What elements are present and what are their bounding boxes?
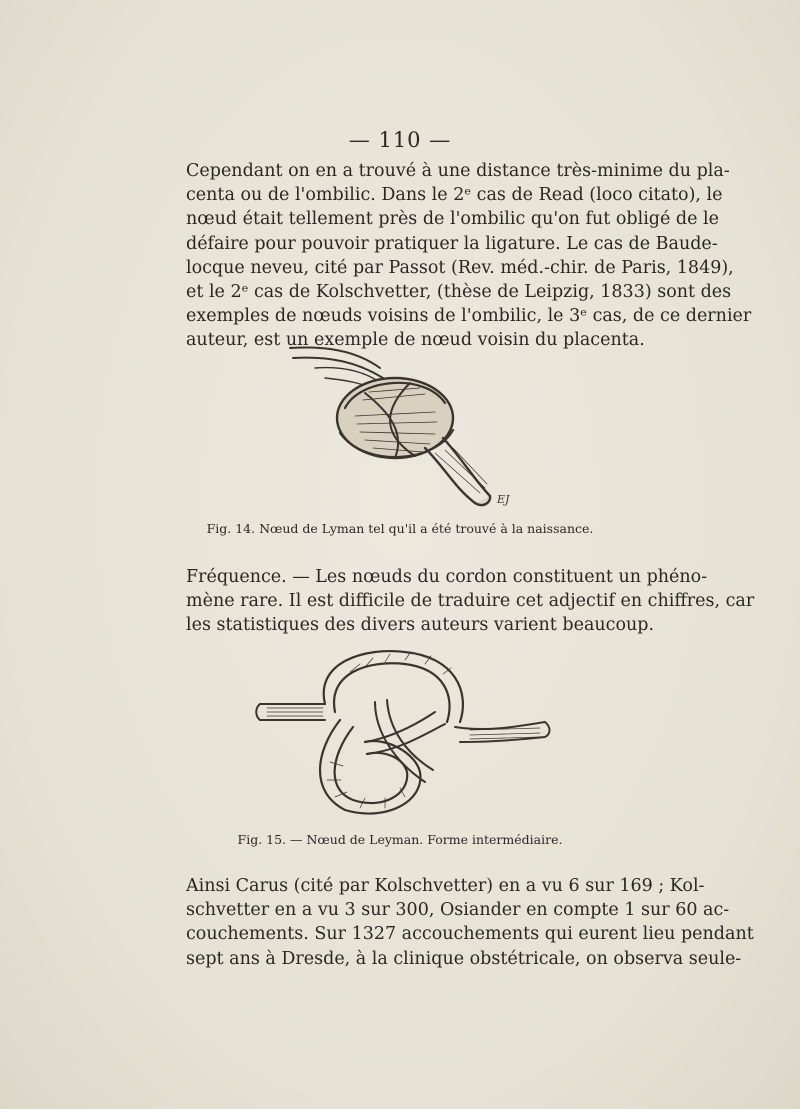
text-line: Cependant on en a trouvé à une distance très-minime du pla- — [186, 161, 730, 181]
engraver-mark: EJ — [497, 493, 510, 506]
figure-14-caption: Fig. 14. Nœud de Lyman tel qu'il a été trouvé à la naissance. — [206, 521, 594, 536]
text-line: centa ou de l'ombilic. Dans le 2ᵉ cas de Read (loco citato), le — [186, 185, 723, 206]
paragraph-knot-location — [186, 159, 752, 353]
text-line: les statistiques des divers auteurs varient beaucoup. — [186, 615, 655, 636]
text-line: auteur, est un exemple de nœud voisin du placenta. — [186, 330, 645, 351]
text-line: nœud était tellement près de l'ombilic qu'on fut obligé de le — [186, 209, 719, 230]
figure-15-caption: Fig. 15. — Nœud de Leyman. Forme intermédiaire. — [237, 832, 563, 847]
page-number: — 110 — — [348, 128, 452, 152]
text-line: Ainsi Carus (cité par Kolschvetter) en a vu 6 sur 169 ; Kol- — [186, 876, 705, 896]
text-line: locque neveu, cité par Passot (Rev. méd.-chir. de Paris, 1849), — [186, 257, 734, 278]
text-line: Fréquence. — Les nœuds du cordon constituent un phéno- — [186, 567, 708, 587]
text-line: défaire pour pouvoir pratiquer la ligature. Le cas de Baude- — [186, 233, 718, 254]
paragraph-frequency — [186, 565, 755, 638]
text-line: et le 2ᵉ cas de Kolschvetter, (thèse de Leipzig, 1833) sont des — [186, 282, 732, 303]
paragraph-statistics — [186, 874, 754, 971]
text-line: exemples de nœuds voisins de l'ombilic, le 3ᵉ cas, de ce dernier — [186, 306, 752, 327]
text-line: couchements. Sur 1327 accouchements qui eurent lieu pendant — [186, 924, 754, 945]
figure-14-knot-illustration — [285, 338, 525, 513]
text-line: schvetter en a vu 3 sur 300, Osiander en compte 1 sur 60 ac- — [186, 900, 730, 921]
text-line: mène rare. Il est difficile de traduire cet adjectif en chiffres, car — [186, 591, 755, 612]
text-line: sept ans à Dresde, à la clinique obstétricale, on observa seule- — [186, 948, 742, 969]
figure-15-knot-illustration — [255, 642, 555, 822]
